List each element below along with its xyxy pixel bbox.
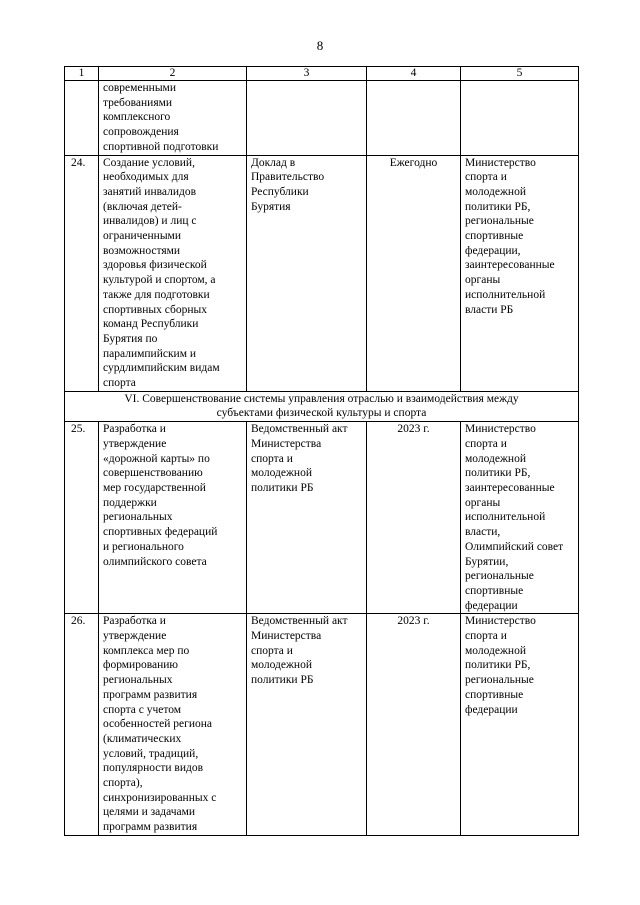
- text-line: программ развития: [103, 821, 198, 834]
- row-number: 26.: [65, 614, 99, 836]
- text-line: заинтересованные: [465, 259, 555, 272]
- text-line: Министерство: [465, 156, 536, 169]
- text-line: комплексного: [103, 111, 171, 124]
- text-line: молодежной: [465, 185, 526, 198]
- text-line: федерации,: [465, 244, 521, 257]
- text-line: региональные: [465, 674, 534, 687]
- text-line: совершенствованию: [103, 467, 203, 480]
- text-line: региональные: [465, 570, 534, 583]
- table-row: [65, 614, 579, 836]
- text-line: олимпийского совета: [103, 555, 207, 568]
- text-line: Бурятия: [251, 200, 291, 213]
- text-line: современными: [103, 82, 176, 94]
- text-line: Создание условий,: [103, 156, 195, 169]
- page-number: 8: [316, 38, 324, 53]
- table-row: [65, 422, 579, 614]
- text-line: спорта и: [465, 437, 507, 450]
- text-line: здоровья физической: [103, 259, 207, 272]
- row-number: 24.: [65, 155, 99, 391]
- text-line: органы: [465, 274, 501, 287]
- text-line: Министерства: [251, 630, 322, 643]
- text-line: политики РБ,: [465, 659, 531, 672]
- column-number: 2: [99, 67, 247, 81]
- executors-cell: [461, 81, 579, 156]
- activity-cell: [99, 81, 247, 156]
- executors-cell: [461, 614, 579, 836]
- text-line: политики РБ: [251, 481, 314, 494]
- text-line: требованиями: [103, 96, 173, 109]
- text-line: сурдлимпийским видам: [103, 362, 220, 375]
- section-heading: [65, 391, 579, 421]
- term-cell: Ежегодно: [367, 155, 461, 391]
- text-line: культурой и спортом, а: [103, 274, 216, 287]
- term-cell: 2023 г.: [367, 614, 461, 836]
- column-number: 1: [65, 67, 99, 81]
- text-line: региональные: [465, 215, 534, 228]
- text-line: (включая детей-: [103, 200, 182, 213]
- text-line: занятий инвалидов: [103, 185, 197, 198]
- executors-cell: [461, 422, 579, 614]
- text-line: заинтересованные: [465, 481, 555, 494]
- activity-cell: [99, 422, 247, 614]
- text-line: спорта и: [465, 630, 507, 643]
- text-line: политики РБ,: [465, 467, 531, 480]
- term-cell: [367, 81, 461, 156]
- text-line: спортивной подготовки: [103, 140, 219, 153]
- text-line: сопровождения: [103, 126, 179, 139]
- text-line: «дорожной карты» по: [103, 452, 210, 465]
- text-line: инвалидов) и лиц с: [103, 215, 197, 228]
- section-heading-row: [65, 391, 579, 421]
- text-line: целями и задачами: [103, 806, 196, 819]
- document-cell: [247, 81, 367, 156]
- text-line: программ развития: [103, 688, 198, 701]
- text-line: власти РБ: [465, 303, 514, 316]
- text-line: спортивных сборных: [103, 303, 207, 316]
- text-line: Доклад в: [251, 156, 296, 169]
- column-number: 4: [367, 67, 461, 81]
- column-number-row: [65, 67, 579, 81]
- column-number: 3: [247, 67, 367, 81]
- activity-cell: [99, 614, 247, 836]
- row-number: [65, 81, 99, 156]
- text-line: спортивные: [465, 688, 524, 701]
- text-line: (климатических: [103, 732, 182, 745]
- text-line: Министерства: [251, 437, 322, 450]
- text-line: Ведомственный акт: [251, 423, 348, 436]
- text-line: исполнительной: [465, 288, 546, 301]
- text-line: Бурятия по: [103, 332, 158, 345]
- executors-cell: [461, 155, 579, 391]
- text-line: паралимпийским и: [103, 347, 196, 360]
- text-line: условий, традиций,: [103, 747, 199, 760]
- text-line: спорта с учетом: [103, 703, 182, 716]
- text-line: ограниченными: [103, 230, 181, 243]
- document-cell: [247, 155, 367, 391]
- text-line: субъектами физической культуры и спорта: [216, 407, 427, 420]
- text-line: Правительство: [251, 171, 325, 184]
- text-line: утверждение: [103, 630, 167, 643]
- text-line: Разработка и: [103, 615, 166, 628]
- text-line: молодежной: [465, 452, 526, 465]
- text-line: спорта и: [251, 452, 293, 465]
- text-line: органы: [465, 496, 501, 509]
- text-line: команд Республики: [103, 318, 199, 331]
- activity-cell: [99, 155, 247, 391]
- text-line: молодежной: [465, 644, 526, 657]
- text-line: федерации: [465, 599, 518, 612]
- text-line: спортивных федераций: [103, 526, 218, 539]
- text-line: спортивные: [465, 584, 524, 597]
- text-line: власти,: [465, 526, 501, 539]
- plan-table: [64, 66, 579, 836]
- text-line: формированию: [103, 659, 178, 672]
- text-line: популярности видов: [103, 762, 204, 775]
- text-line: спорта и: [251, 644, 293, 657]
- text-line: политики РБ: [251, 674, 314, 687]
- text-line: также для подготовки: [103, 288, 210, 301]
- text-line: VI. Совершенствование системы управления отраслью и взаимодействия между: [124, 392, 519, 405]
- table-row: [65, 81, 579, 156]
- column-number: 5: [461, 67, 579, 81]
- text-line: молодежной: [251, 467, 312, 480]
- text-line: утверждение: [103, 437, 167, 450]
- text-line: молодежной: [251, 659, 312, 672]
- document-cell: [247, 614, 367, 836]
- text-line: спорта: [103, 377, 136, 390]
- document-cell: [247, 422, 367, 614]
- text-line: необходимых для: [103, 171, 189, 184]
- text-line: особенностей региона: [103, 718, 213, 731]
- text-line: поддержки: [103, 496, 157, 509]
- term-cell: 2023 г.: [367, 422, 461, 614]
- text-line: Бурятии,: [465, 555, 509, 568]
- table-row: [65, 155, 579, 391]
- text-line: исполнительной: [465, 511, 546, 524]
- text-line: Олимпийский совет: [465, 540, 564, 553]
- text-line: политики РБ,: [465, 200, 531, 213]
- text-line: спорта),: [103, 777, 143, 790]
- text-line: комплекса мер по: [103, 644, 190, 657]
- text-line: возможностями: [103, 244, 181, 257]
- text-line: Республики: [251, 185, 309, 198]
- text-line: и регионального: [103, 540, 184, 553]
- text-line: региональных: [103, 674, 173, 687]
- row-number: 25.: [65, 422, 99, 614]
- text-line: спорта и: [465, 171, 507, 184]
- text-line: мер государственной: [103, 481, 206, 494]
- text-line: спортивные: [465, 230, 524, 243]
- text-line: Разработка и: [103, 423, 166, 436]
- text-line: Министерство: [465, 423, 536, 436]
- text-line: синхронизированных с: [103, 791, 217, 804]
- text-line: региональных: [103, 511, 173, 524]
- text-line: федерации: [465, 703, 518, 716]
- text-line: Ведомственный акт: [251, 615, 348, 628]
- text-line: Министерство: [465, 615, 536, 628]
